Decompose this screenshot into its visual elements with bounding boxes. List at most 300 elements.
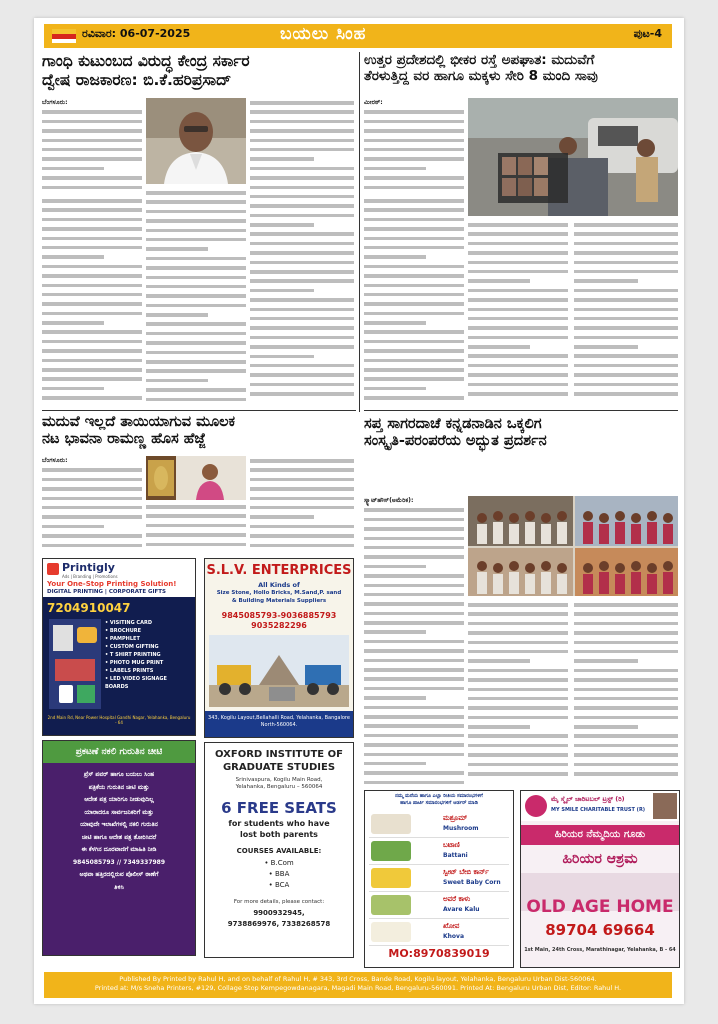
notice-title: ಪ್ರಕಟಣೆ ನಕಲಿ ಗುರುತಿನ ಚೀಟಿ bbox=[43, 741, 195, 763]
text-line-placeholder bbox=[574, 741, 678, 750]
text-line-placeholder bbox=[574, 628, 678, 637]
old-age-home-subtitle: ಹಿರಿಯರ ನೆಮ್ಮದಿಯ ಗೂಡು bbox=[521, 825, 679, 845]
text-line-placeholder bbox=[250, 276, 354, 285]
notice-line: ತಿಳಿಸಿ bbox=[114, 883, 124, 891]
text-line-placeholder bbox=[364, 637, 464, 646]
text-line-placeholder bbox=[468, 314, 568, 323]
notice-line: ಯಾರಾದರೂ ಸಾರ್ವಜನಿಕರಿಗೆ ಮತ್ತು bbox=[84, 808, 154, 816]
text-line-placeholder bbox=[468, 361, 568, 370]
harsiprasad-photo bbox=[146, 98, 246, 184]
slv-address: 343, Kogilu Layout,Bellahalli Road, Yelahanka, Bangalore North-560064. bbox=[205, 711, 353, 737]
text-line-placeholder bbox=[42, 484, 142, 493]
text-line-placeholder bbox=[42, 262, 142, 271]
old-age-home-address: 1st Main, 24th Cross, Marathinagar, Yelahanka, B - 64 bbox=[524, 947, 676, 953]
printigly-product-collage bbox=[49, 619, 101, 709]
text-line-placeholder bbox=[42, 290, 142, 299]
text-line-placeholder bbox=[468, 619, 568, 628]
mushroom-product-row bbox=[369, 892, 509, 919]
text-line-placeholder bbox=[146, 511, 246, 520]
text-line-placeholder bbox=[42, 337, 142, 346]
text-line-placeholder bbox=[364, 346, 464, 355]
oxford-courses-label: COURSES AVAILABLE: bbox=[236, 847, 322, 855]
oxford-institute-ad[interactable] bbox=[204, 742, 354, 958]
section-divider bbox=[364, 410, 678, 411]
notice-line: ಆದೇಶ ಪತ್ರ ಯಾರಿಗೂ ನೀಡುವುದಿಲ್ಲ bbox=[84, 796, 154, 803]
product-name-kn: ಮಶ್ರೂಮ್ bbox=[443, 814, 468, 822]
article-1-headline-line-1: ಗಾಂಧಿ ಕುಟುಂಬದ ವಿರುದ್ಧ ಕೇಂದ್ರ ಸರ್ಕಾರ bbox=[42, 52, 250, 70]
text-line-placeholder bbox=[468, 647, 568, 656]
oxford-course-item: • B.Com bbox=[264, 859, 294, 867]
article-4-headline-line-1: ಸಪ್ತ ಸಾಗರದಾಚೆ ಕನ್ನಡನಾಡಿನ ಒಕ್ಕಲಿಗ bbox=[364, 416, 542, 432]
slv-phone-2[interactable]: 9035282296 bbox=[251, 621, 307, 630]
text-line-placeholder bbox=[250, 211, 354, 220]
text-line-placeholder bbox=[364, 309, 464, 318]
oxford-address-1: Srinivaspura, Kogilu Main Road, bbox=[235, 777, 323, 783]
text-line-placeholder bbox=[146, 216, 246, 225]
text-line-placeholder bbox=[364, 107, 464, 116]
text-line-placeholder bbox=[574, 314, 678, 323]
text-line-placeholder bbox=[250, 484, 354, 493]
text-line-placeholder bbox=[364, 196, 464, 205]
text-line-placeholder bbox=[146, 319, 246, 328]
text-line-placeholder bbox=[42, 224, 142, 233]
product-image bbox=[371, 895, 411, 915]
text-line-placeholder bbox=[468, 656, 568, 665]
article-3-headline bbox=[42, 414, 356, 449]
text-line-placeholder bbox=[574, 609, 678, 618]
text-line-placeholder bbox=[364, 224, 464, 233]
text-line-placeholder bbox=[42, 281, 142, 290]
page-number: ಪುಟ-4 bbox=[633, 27, 662, 40]
flag-icon bbox=[52, 29, 76, 43]
text-line-placeholder bbox=[364, 543, 464, 552]
text-line-placeholder bbox=[146, 188, 246, 197]
notice-line: ಚೀಟಿ ಹಾಗೂ ಆದೇಶ ಪತ್ರ ತೋರಿಸಿದರೆ bbox=[81, 833, 157, 841]
text-line-placeholder bbox=[468, 694, 568, 703]
text-line-placeholder bbox=[42, 384, 142, 393]
notice-line: ಅಥವಾ ಹತ್ತಿರದಲ್ಲಿರುವ ಪೊಲೀಸ್ ಠಾಣೆಗೆ bbox=[79, 871, 159, 878]
text-line-placeholder bbox=[250, 154, 354, 163]
text-line-placeholder bbox=[364, 750, 464, 759]
article-1-column-2 bbox=[146, 188, 246, 406]
oxford-contact-2[interactable]: 9738869976, 7338268578 bbox=[227, 920, 331, 928]
text-line-placeholder bbox=[42, 318, 142, 327]
section-divider bbox=[42, 410, 356, 411]
text-line-placeholder bbox=[42, 173, 142, 182]
text-line-placeholder bbox=[364, 393, 464, 402]
text-line-placeholder bbox=[42, 271, 142, 280]
text-line-placeholder bbox=[364, 712, 464, 721]
slv-enterprises-ad[interactable] bbox=[204, 558, 354, 738]
text-line-placeholder bbox=[574, 713, 678, 722]
article-1-text bbox=[146, 188, 246, 404]
article-2-column-3 bbox=[574, 220, 678, 406]
construction-machinery-image bbox=[209, 635, 349, 707]
text-line-placeholder bbox=[42, 136, 142, 145]
text-line-placeholder bbox=[146, 226, 246, 235]
mushroom-product-list bbox=[369, 811, 509, 946]
text-line-placeholder bbox=[42, 205, 142, 214]
text-line-placeholder bbox=[364, 731, 464, 740]
text-line-placeholder bbox=[42, 531, 142, 540]
text-line-placeholder bbox=[42, 475, 142, 484]
printigly-address: 2nd Main Rd, Near Power Hospital Gandhi Nagar, Yelahanka, Bengaluru - 64 bbox=[47, 715, 191, 725]
text-line-placeholder bbox=[146, 540, 246, 549]
article-3-headline-line-2: ನಟ ಭಾವನಾ ರಾಮಣ್ಣ ಹೊಸ ಹೆಜ್ಜೆ bbox=[42, 431, 206, 448]
text-line-placeholder bbox=[364, 271, 464, 280]
text-line-placeholder bbox=[468, 685, 568, 694]
text-line-placeholder bbox=[146, 310, 246, 319]
text-line-placeholder bbox=[364, 552, 464, 561]
text-line-placeholder bbox=[574, 380, 678, 389]
text-line-placeholder bbox=[574, 276, 678, 285]
text-line-placeholder bbox=[42, 234, 142, 243]
text-line-placeholder bbox=[42, 494, 142, 503]
old-age-home-phone[interactable]: 89704 69664 bbox=[545, 921, 655, 939]
article-3-text bbox=[42, 465, 142, 550]
article-2-headline-line-1: ಉತ್ತರ ಪ್ರದೇಶದಲ್ಲಿ ಭೀಕರ ರಸ್ತೆ ಅಪಘಾತ: ಮದುವೆಗೆ bbox=[364, 52, 595, 68]
article-3-headline-line-1: ಮದುವೆ ಇಲ್ಲದೆ ತಾಯಿಯಾಗುವ ಮೂಲಕ bbox=[42, 414, 236, 430]
text-line-placeholder bbox=[574, 267, 678, 276]
text-line-placeholder bbox=[250, 370, 354, 379]
text-line-placeholder bbox=[250, 98, 354, 107]
text-line-placeholder bbox=[146, 291, 246, 300]
text-line-placeholder bbox=[364, 205, 464, 214]
text-line-placeholder bbox=[146, 530, 246, 539]
article-2-dateline: ಮೀರಠ್: bbox=[364, 99, 383, 106]
text-line-placeholder bbox=[42, 327, 142, 336]
text-line-placeholder bbox=[42, 164, 142, 173]
text-line-placeholder bbox=[364, 136, 464, 145]
text-line-placeholder bbox=[250, 295, 354, 304]
text-line-placeholder bbox=[364, 327, 464, 336]
text-line-placeholder bbox=[468, 731, 568, 740]
text-line-placeholder bbox=[364, 234, 464, 243]
text-line-placeholder bbox=[146, 273, 246, 282]
text-line-placeholder bbox=[250, 494, 354, 503]
text-line-placeholder bbox=[146, 235, 246, 244]
accident-photo bbox=[468, 98, 678, 216]
oxford-title-line-2: GRADUATE STUDIES bbox=[222, 762, 336, 773]
text-line-placeholder bbox=[250, 380, 354, 389]
printigly-service-item: • T SHIRT PRINTING bbox=[105, 652, 161, 658]
text-line-placeholder bbox=[364, 768, 464, 777]
text-line-placeholder bbox=[364, 609, 464, 618]
text-line-placeholder bbox=[364, 581, 464, 590]
text-line-placeholder bbox=[364, 262, 464, 271]
text-line-placeholder bbox=[42, 145, 142, 154]
text-line-placeholder bbox=[250, 136, 354, 145]
mushroom-product-row bbox=[369, 865, 509, 892]
text-line-placeholder bbox=[468, 675, 568, 684]
text-line-placeholder bbox=[468, 239, 568, 248]
text-line-placeholder bbox=[250, 361, 354, 370]
text-line-placeholder bbox=[42, 183, 142, 192]
text-line-placeholder bbox=[364, 674, 464, 683]
oxford-course-item: • BCA bbox=[268, 881, 290, 889]
text-line-placeholder bbox=[146, 282, 246, 291]
article-2-text bbox=[574, 220, 678, 398]
product-name-en: Battani bbox=[443, 852, 468, 859]
text-line-placeholder bbox=[364, 384, 464, 393]
text-line-placeholder bbox=[250, 229, 354, 238]
article-4-text bbox=[574, 600, 678, 778]
text-line-placeholder bbox=[42, 541, 142, 550]
printigly-service-item: • BROCHURE bbox=[105, 628, 142, 634]
text-line-placeholder bbox=[364, 365, 464, 374]
text-line-placeholder bbox=[574, 351, 678, 360]
article-4-column-2 bbox=[468, 600, 568, 786]
mushroom-product-row bbox=[369, 838, 509, 865]
text-line-placeholder bbox=[364, 534, 464, 543]
text-line-placeholder bbox=[250, 305, 354, 314]
text-line-placeholder bbox=[42, 107, 142, 116]
text-line-placeholder bbox=[574, 305, 678, 314]
product-image bbox=[371, 868, 411, 888]
printigly-service-item: • LED VIDEO SIGNAGE BOARDS bbox=[105, 676, 167, 690]
text-line-placeholder bbox=[468, 305, 568, 314]
culture-event-photo bbox=[468, 496, 678, 596]
text-line-placeholder bbox=[42, 365, 142, 374]
notice-phones[interactable]: 9845085793 // 7349337989 bbox=[72, 858, 166, 866]
printigly-service-item: • PHOTO MUG PRINT bbox=[105, 660, 164, 666]
product-name-kn: ಬಟಾಣಿ bbox=[443, 841, 460, 849]
printigly-service-item: • CUSTOM GIFTING bbox=[105, 644, 159, 650]
text-line-placeholder bbox=[364, 281, 464, 290]
trustee-photo bbox=[653, 793, 677, 819]
text-line-placeholder bbox=[146, 348, 246, 357]
text-line-placeholder bbox=[250, 342, 354, 351]
text-line-placeholder bbox=[364, 252, 464, 261]
text-line-placeholder bbox=[574, 600, 678, 609]
article-1-headline-line-2: ದ್ವೇಷ ರಾಜಕಾರಣ: ಬಿ.ಕೆ.ಹರಿಪ್ರಸಾದ್ bbox=[42, 70, 232, 89]
bhavana-photo bbox=[146, 456, 246, 500]
text-line-placeholder bbox=[146, 502, 246, 511]
article-3-text bbox=[146, 502, 246, 549]
mushroom-product-row bbox=[369, 919, 509, 946]
text-line-placeholder bbox=[364, 759, 464, 768]
product-name-en: Avare Kalu bbox=[443, 906, 480, 913]
article-1-text bbox=[250, 98, 354, 399]
text-line-placeholder bbox=[468, 295, 568, 304]
printigly-service-item: • VISITING CARD bbox=[105, 620, 152, 626]
mushroom-product-row bbox=[369, 811, 509, 838]
product-name-kn: ಅವರೆ ಕಾಳು bbox=[443, 895, 471, 903]
text-line-placeholder bbox=[468, 370, 568, 379]
text-line-placeholder bbox=[468, 333, 568, 342]
text-line-placeholder bbox=[42, 465, 142, 474]
product-name-kn: ಸ್ವೀಟ್ ಬೇಬಿ ಕಾರ್ನ್ bbox=[443, 868, 489, 876]
slv-title: S.L.V. ENTERPRICES bbox=[206, 563, 352, 578]
text-line-placeholder bbox=[574, 731, 678, 740]
text-line-placeholder bbox=[146, 244, 246, 253]
text-line-placeholder bbox=[468, 666, 568, 675]
text-line-placeholder bbox=[364, 299, 464, 308]
text-line-placeholder bbox=[468, 741, 568, 750]
oxford-seats-sub-1: for students who have bbox=[228, 819, 330, 828]
text-line-placeholder bbox=[364, 192, 464, 194]
old-age-ashram-kn: ಹಿರಿಯರ ಆಶ್ರಮ bbox=[562, 851, 638, 867]
text-line-placeholder bbox=[364, 599, 464, 608]
text-line-placeholder bbox=[146, 301, 246, 310]
notice-line: ಈ ಕೆಳಗಿನ ದೂರವಾಣಿಗೆ ಮಾಹಿತಿ ನೀಡಿ bbox=[81, 846, 157, 853]
text-line-placeholder bbox=[146, 376, 246, 385]
printigly-brand: Printigly bbox=[62, 561, 115, 574]
text-line-placeholder bbox=[250, 183, 354, 192]
text-line-placeholder bbox=[42, 393, 142, 402]
text-line-placeholder bbox=[42, 356, 142, 365]
text-line-placeholder bbox=[364, 145, 464, 154]
text-line-placeholder bbox=[574, 619, 678, 628]
text-line-placeholder bbox=[146, 263, 246, 272]
text-line-placeholder bbox=[250, 541, 354, 550]
article-4-column-1 bbox=[364, 496, 464, 786]
text-line-placeholder bbox=[364, 778, 464, 786]
text-line-placeholder bbox=[250, 475, 354, 484]
text-line-placeholder bbox=[574, 760, 678, 769]
text-line-placeholder bbox=[250, 126, 354, 135]
article-1-column-1 bbox=[42, 196, 142, 406]
article-1-headline bbox=[42, 52, 356, 89]
text-line-placeholder bbox=[468, 600, 568, 609]
article-2-column-2 bbox=[468, 220, 568, 406]
product-name-en: Sweet Baby Corn bbox=[443, 879, 501, 886]
text-line-placeholder bbox=[468, 323, 568, 332]
text-line-placeholder bbox=[468, 750, 568, 759]
text-line-placeholder bbox=[364, 562, 464, 571]
text-line-placeholder bbox=[364, 173, 464, 182]
article-2-headline-line-2: ತೆರಳುತ್ತಿದ್ದ ವರ ಹಾಗೂ ಮಕ್ಕಳು ಸೇರಿ 8 ಮಂದಿ ಸಾವು bbox=[364, 68, 598, 85]
issue-date: ರವಿವಾರ: 06-07-2025 bbox=[82, 27, 191, 40]
text-line-placeholder bbox=[364, 337, 464, 346]
article-1-column-1-top bbox=[42, 98, 142, 194]
text-line-placeholder bbox=[574, 248, 678, 257]
slv-phones[interactable]: 9845085793-9036885793 bbox=[221, 611, 337, 620]
mushroom-ad[interactable] bbox=[364, 790, 514, 968]
text-line-placeholder bbox=[364, 215, 464, 224]
text-line-placeholder bbox=[468, 713, 568, 722]
text-line-placeholder bbox=[42, 522, 142, 531]
product-image bbox=[371, 841, 411, 861]
text-line-placeholder bbox=[146, 338, 246, 347]
text-line-placeholder bbox=[364, 646, 464, 655]
text-line-placeholder bbox=[250, 239, 354, 248]
text-line-placeholder bbox=[42, 196, 142, 205]
text-line-placeholder bbox=[468, 609, 568, 618]
trust-logo-icon bbox=[525, 795, 547, 817]
text-line-placeholder bbox=[364, 627, 464, 636]
text-line-placeholder bbox=[574, 323, 678, 332]
text-line-placeholder bbox=[364, 721, 464, 730]
imprint-line-2: Printed at: M/s Sneha Printers, #129, Collage Stop Kempegowdanagara, Magadi Main Road, Bengaluru-560091. Printed At: Bengaluru Urban Dist, Editor: Rahul H. bbox=[94, 984, 622, 992]
oxford-course-item: • BBA bbox=[268, 870, 290, 878]
text-line-placeholder bbox=[364, 684, 464, 693]
text-line-placeholder bbox=[250, 333, 354, 342]
text-line-placeholder bbox=[250, 465, 354, 474]
text-line-placeholder bbox=[364, 164, 464, 173]
text-line-placeholder bbox=[146, 207, 246, 216]
printigly-ad[interactable] bbox=[42, 558, 196, 736]
text-line-placeholder bbox=[468, 220, 568, 229]
text-line-placeholder bbox=[250, 522, 354, 531]
text-line-placeholder bbox=[250, 220, 354, 229]
text-line-placeholder bbox=[574, 258, 678, 267]
text-line-placeholder bbox=[364, 290, 464, 299]
text-line-placeholder bbox=[250, 173, 354, 182]
text-line-placeholder bbox=[574, 333, 678, 342]
text-line-placeholder bbox=[574, 220, 678, 229]
text-line-placeholder bbox=[364, 656, 464, 665]
text-line-placeholder bbox=[42, 503, 142, 512]
text-line-placeholder bbox=[574, 295, 678, 304]
text-line-placeholder bbox=[364, 117, 464, 126]
mushroom-phone[interactable]: MO:8970839019 bbox=[388, 947, 490, 960]
text-line-placeholder bbox=[468, 769, 568, 778]
article-3-text bbox=[250, 456, 354, 550]
text-line-placeholder bbox=[364, 356, 464, 365]
slv-subtitle-1: All Kinds of bbox=[258, 581, 300, 589]
text-line-placeholder bbox=[364, 374, 464, 383]
newspaper-title: ಬಯಲು ಸಿಂಹ bbox=[280, 24, 367, 44]
text-line-placeholder bbox=[42, 309, 142, 318]
article-2-column-1-top bbox=[364, 98, 464, 194]
text-line-placeholder bbox=[574, 666, 678, 675]
text-line-placeholder bbox=[468, 276, 568, 285]
text-line-placeholder bbox=[146, 357, 246, 366]
printigly-phone[interactable]: 7204910047 bbox=[47, 601, 131, 615]
article-2-column-1 bbox=[364, 196, 464, 406]
text-line-placeholder bbox=[146, 395, 246, 404]
article-3-column-3 bbox=[250, 456, 354, 552]
text-line-placeholder bbox=[146, 385, 246, 394]
text-line-placeholder bbox=[364, 571, 464, 580]
printigly-brand-sub: Ads | Branding | Promotions bbox=[62, 574, 118, 579]
text-line-placeholder bbox=[250, 323, 354, 332]
article-4-dateline: ಸ್ಕ್ಯಾಟ್‌ಹೌಸ್(ಅಮೆರಿಕ): bbox=[364, 497, 414, 504]
text-line-placeholder bbox=[574, 647, 678, 656]
oxford-contact-1[interactable]: 9900932945, bbox=[253, 909, 305, 917]
text-line-placeholder bbox=[468, 267, 568, 276]
text-line-placeholder bbox=[574, 703, 678, 712]
text-line-placeholder bbox=[42, 243, 142, 252]
text-line-placeholder bbox=[364, 618, 464, 627]
text-line-placeholder bbox=[364, 515, 464, 524]
text-line-placeholder bbox=[574, 229, 678, 238]
text-line-placeholder bbox=[146, 521, 246, 530]
article-4-text bbox=[468, 600, 568, 778]
article-3-column-1 bbox=[42, 456, 142, 552]
article-4-column-3 bbox=[574, 600, 678, 786]
old-age-home-ad[interactable] bbox=[520, 790, 680, 968]
article-1-text bbox=[42, 196, 142, 403]
text-line-placeholder bbox=[42, 346, 142, 355]
text-line-placeholder bbox=[468, 760, 568, 769]
printigly-service-item: • PAMPHLET bbox=[105, 636, 140, 642]
oxford-courses-list bbox=[205, 858, 353, 891]
imprint-line-1: Published By Printed by Rahul H, and on behalf of Rahul H, # 343, 3rd Cross, Bande Road, Kogilu layout, Yelahanka, Bengaluru Urban Dist-560064. bbox=[119, 975, 597, 983]
article-1-dateline: ಬೆಂಗಳೂರು: bbox=[42, 99, 68, 106]
text-line-placeholder bbox=[574, 722, 678, 731]
product-name-en: Mushroom bbox=[443, 825, 479, 832]
text-line-placeholder bbox=[250, 512, 354, 521]
text-line-placeholder bbox=[42, 252, 142, 261]
article-4-headline-line-2: ಸಂಸ್ಕೃತಿ-ಪರಂಪರೆಯ ಅದ್ಭುತ ಪ್ರದರ್ಶನ bbox=[364, 433, 547, 450]
printigly-tagline: Your One-Stop Printing Solution! bbox=[47, 580, 177, 588]
text-line-placeholder bbox=[364, 590, 464, 599]
text-line-placeholder bbox=[574, 769, 678, 778]
text-line-placeholder bbox=[574, 675, 678, 684]
printigly-service-item: • LABELS PRINTS bbox=[105, 668, 154, 674]
